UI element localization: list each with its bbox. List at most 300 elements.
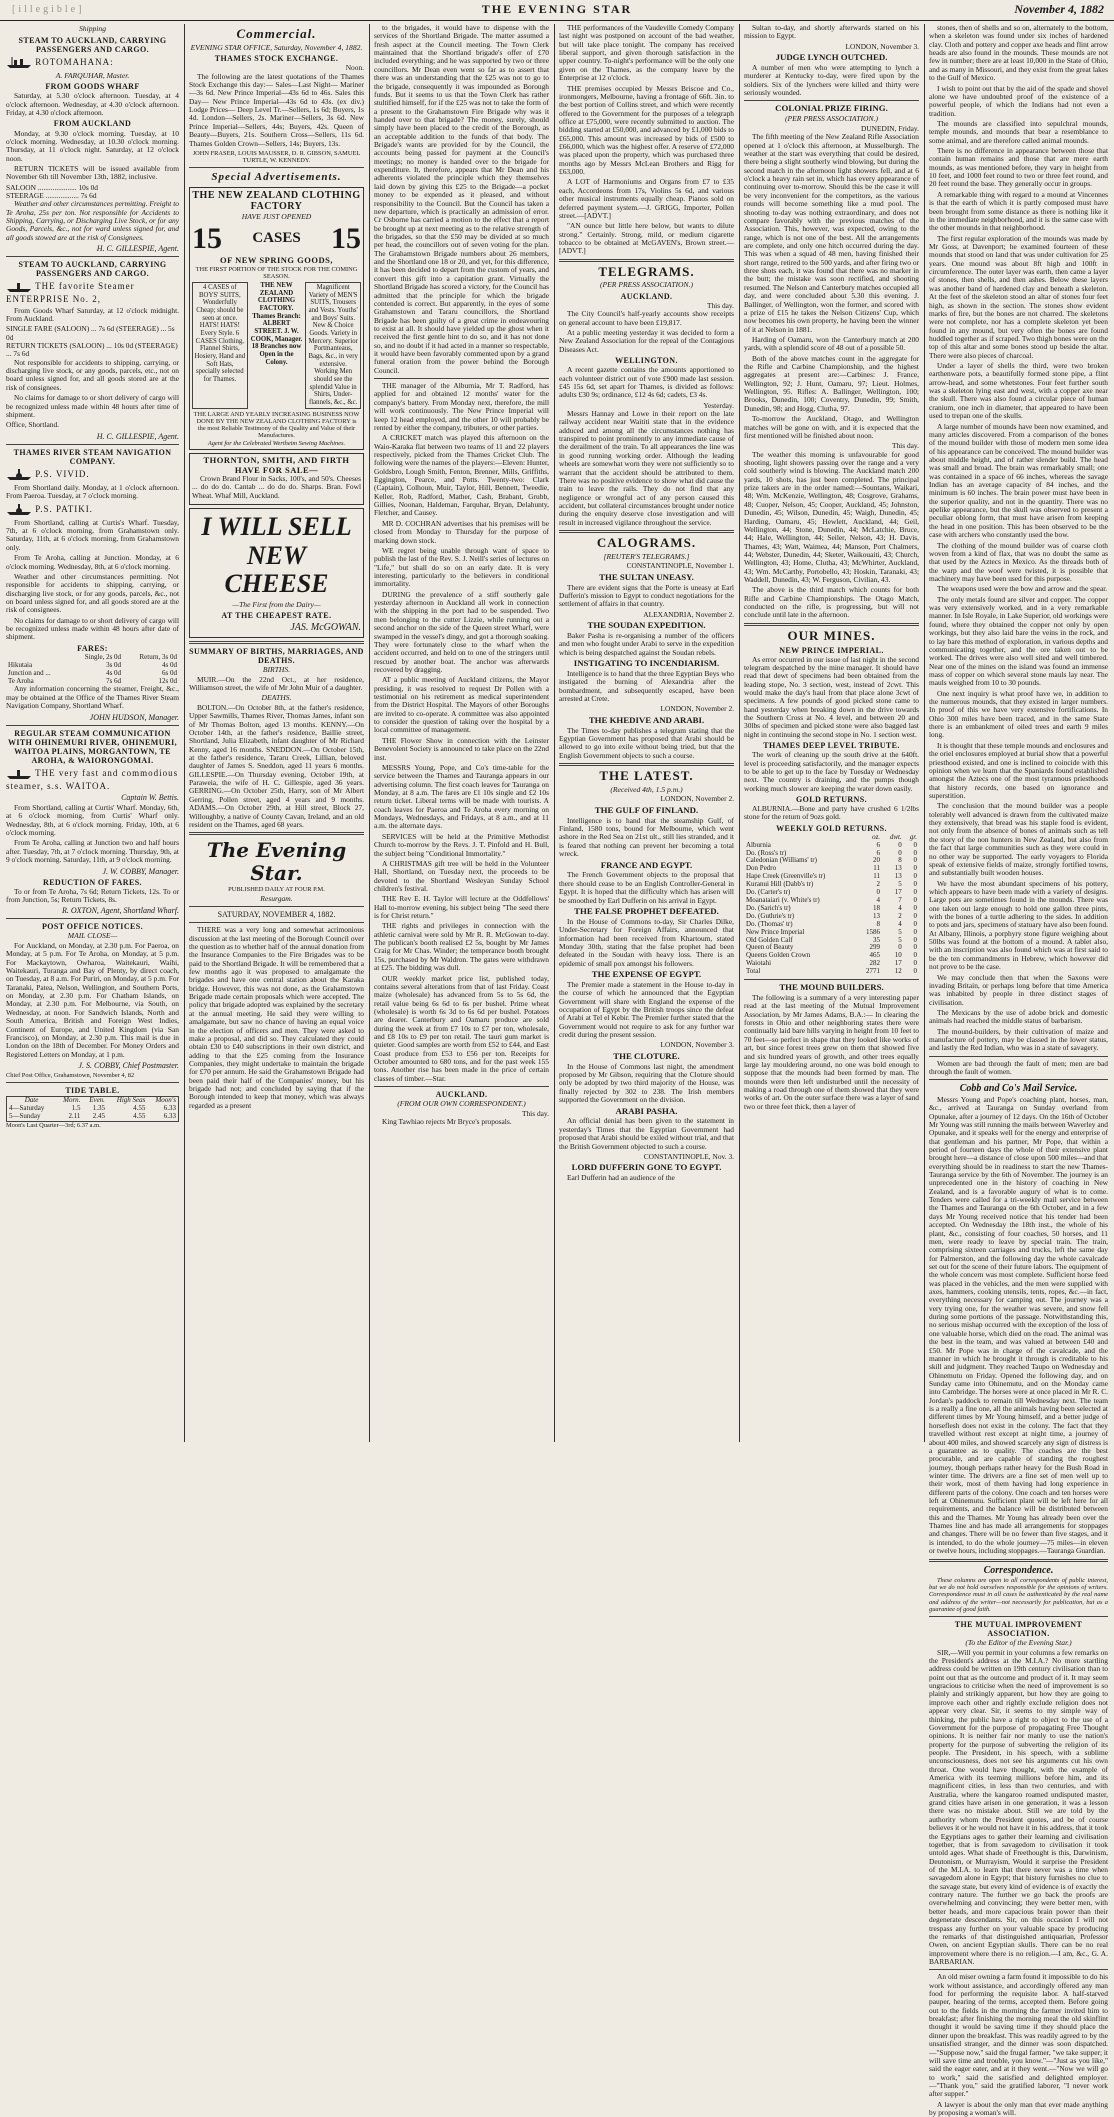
prize-firing-sub: (PER PRESS ASSOCIATION.) bbox=[784, 114, 878, 124]
ad-first-portion: THE FIRST PORTION OF THE STOCK FOR THE COMING SEASON. bbox=[195, 265, 358, 280]
cable-item: A number of men who were attempting to lynch a murderer at Kentucky to-day, were fired upon by the soldiers. Six of the lynchers were killed and thirty were seriously wounded. bbox=[744, 63, 919, 98]
table-cell: 0 bbox=[898, 848, 902, 857]
agent-signature: H. C. GILLESPIE, Agent. bbox=[96, 431, 179, 441]
aphorism: Women are bad through the fault of men; men are bad through the fault of women. bbox=[929, 1058, 1108, 1077]
table-cell: Hape Creek (Greenville's tr) bbox=[746, 872, 826, 881]
table-header-cell: High Seas bbox=[116, 1096, 146, 1105]
mine-text: The work of cleaning up the south drive at the 640ft. level is proceeding satisfactorily, and the manager expects to be able to get up to the face by Tuesday or Wednesday next. The country is draining, and the pumps though working much slower are keeping the water down easily. bbox=[744, 750, 919, 793]
table-cell: Total bbox=[746, 967, 761, 976]
table-header-cell: Date bbox=[24, 1096, 39, 1105]
table-cell: 4 bbox=[898, 903, 902, 912]
ship-name-rotomahana: ROTOMAHANA: bbox=[6, 56, 179, 70]
dateline: LONDON, November 2. bbox=[660, 794, 734, 804]
table-cell: 5 bbox=[898, 880, 902, 889]
news-item: DURING the prevalence of a stiff southerly gale yesterday afternoon in Auckland all work in connection with the shipping in the port had to be suspended. Two men belonging to the cutter Lizzie, while running out a second anchor on the side of the Queen street Wharf, were swamped in the vessel's dingy, and got a thorough soaking. They were fortunately close to the wharf when the accident occurred, and held on to one of the stringers until rescued by another boat. The anchor was afterwards recovered by dragging. bbox=[374, 589, 549, 674]
cable-item: The French Government objects to the proposal that there should cease to be an English Controller-General in Egypt. It is hoped that the difficulty which has arisen will be smoothed by Earl Dufferin on his arrival in Egypt. bbox=[559, 870, 734, 905]
mound-builders-text: stones, then of shells and so on, alternately to the bottom, when a skeleton was found under six inches of hardened clay. Cloth and pottery and copper axe heads and flint arrow heads are also found in the mounds. These mounds are not few in number; there are at least 10,000 in the State of Ohio, and as many in Missouri, and they exist from the great lakes to the Gulf of Mexico. bbox=[929, 23, 1108, 83]
table-cell: 0 bbox=[913, 967, 917, 976]
table-cell: 1.5 bbox=[71, 1104, 81, 1113]
notice-text: Weather and other circumstances permitting. Not responsible for accidents to shipping, carrying, or discharging live stock, or for any goods, parcels, &c., not on board unless signed for, and all goods stored are at the risk of consignees. bbox=[6, 571, 179, 615]
mound-builders-text: The conclusion that the mound builder was a people tolerably well advanced is drawn from the cultivated maize they extensively, that bread was his staple food is evident, not only from the absence of bones of animals such as tell the story of the non hunters in New Zealand, but also from the fact that large communities such as they were could in no other way be supported. The early voyagers to Florida speak of extensive fields of maize, strongly fortified towns, and substantially built wooden houses. bbox=[929, 801, 1108, 878]
table-cell: 4.55 bbox=[133, 1104, 146, 1113]
divider bbox=[374, 1086, 549, 1087]
ad-text: Crown Brand Flour in Sacks, 100's, and 50's. Cheeses ... do do do. Cantab ... do do do. Sharps. Bran. Fowl Wheat. Whaf Mill, Auckland. bbox=[192, 474, 361, 500]
column-4 bbox=[555, 24, 738, 1442]
cable-item: Sultan to-day, and shortly afterwards started on his mission to Egypt. bbox=[744, 23, 919, 41]
divider bbox=[929, 1969, 1108, 1970]
table-cell: Junction and ... bbox=[8, 668, 51, 677]
table-cell: 0 bbox=[913, 888, 917, 897]
prize-firing-head: COLONIAL PRIZE FIRING. bbox=[775, 103, 888, 114]
masthead-title: THE EVENING STAR bbox=[481, 2, 633, 16]
clothing-factory-ad bbox=[189, 187, 364, 450]
paddle-steamer-icon bbox=[6, 468, 32, 482]
ad-sub: HAVE JUST OPENED bbox=[241, 212, 312, 222]
table-cell: Queens Golden Crown bbox=[746, 951, 811, 960]
divider bbox=[374, 378, 549, 379]
cable-head: THE SULTAN UNEASY. bbox=[599, 571, 694, 582]
table-cell: Te Aroha bbox=[8, 676, 34, 685]
cable-head: JUDGE LYNCH OUTCHED. bbox=[775, 52, 888, 63]
cable-head: THE EXPENSE OF EGYPT. bbox=[591, 968, 702, 979]
table-cell: Waiotahi bbox=[746, 959, 772, 968]
divider bbox=[189, 167, 364, 168]
gold-return-row bbox=[744, 960, 919, 968]
prize-firing-text: The fifth meeting of the New Zealand Rifle Association opened at 1 o'clock this afternoon, at Musselburgh. The weather at the start was everything that could be desired, there being a slight southerly wind blowing, but during the second match in the afternoon light showers fell, and at 6 o'clock a heavy rain set in, which has every appearance of continuing over to-morrow. Should this be the case it will be very inconvenient for the competitors, as the various rounds will become something like a mud pool. The shooting to-day was nothing extraordinary, and does not compare favorably with the previous matches of the Association. This, however, was expected, owing to the range, which is not one of the best. All the arrangements are complete, and only one hitch occurred during the day. This was when a squad of 48 men, having finished their short range, retired to the 500 yards, and after firing two or three shots each, it was found that there was no marker in the butt; the mistake was soon rectified, and shooting resumed. The Nelson and Canterbury matches occupied all day, and were concluded about 5.30 this evening. J. Ballinger, of Wellington, won the former, and scored with a prize of £15 he takes the Nelson Citizens' Cup, which now becomes his own property, he having been the winner of it at Nelson in 1881. bbox=[744, 132, 919, 334]
table-cell: Do. (Guthrie's tr) bbox=[746, 911, 795, 920]
cable-item: Earl Dufferin had an audience of the bbox=[567, 1173, 675, 1183]
newspaper-title: The Evening Star. bbox=[206, 838, 347, 885]
steamship-icon bbox=[6, 56, 32, 70]
ad-left-panel: 4 CASES of BOYS' SUITS, Wonderfully Cheap; should be seen at once. HATS! HATS! Every Style. 6 CASES Clothing, Flannel Shirts, Hosiery, Hand and Soft Hats, specially selected for Thames. bbox=[192, 282, 248, 409]
post-office-location: Chief Post Office, Grahamstown, November 4, 82 bbox=[6, 1072, 135, 1080]
mound-builders-head: THE MOUND BUILDERS. bbox=[779, 982, 884, 993]
divider bbox=[744, 979, 919, 980]
dateline: DUNEDIN, Friday. bbox=[860, 123, 919, 133]
captain-name: Captain W. Bettis. bbox=[121, 792, 179, 802]
mine-text: As error occurred in our issue of last night in the second telegram despatched by the mine manager. It should have read that dewt of specimens had been obtained from the leading stope, No. 3 section, west, instead of 2cwt. This would make the day's haul from that place alone 3cwt of specimens. A few pounds of good picked stone came to hand yesterday when breaking down in the drive towards the Southern Cross at No. 4 level, and between 20 and 30lbs of specimen and picked stone were also bagged last night in continuing the second stope in No. 1 section west. bbox=[744, 654, 919, 739]
table-cell: Old Golden Calf bbox=[746, 935, 793, 944]
fare-return: RETURN TICKETS (SALOON) ... 10s 0d (STEERAGE) ... 7s 6d bbox=[6, 341, 178, 359]
masthead-left: [illegible] bbox=[12, 4, 85, 15]
mound-builders-text: The only metals found are silver and copper. The copper was very extensively worked, and in a very remarkable manner. In Isle Royale, in Lake Superior, old workings were found, where they obtained the copper not only by open workings, but they also laid bare the veins in the rock, and to lay bare this method of exploration, in various depths and communicating together, and the ore taken out to be worked. The drives were also well sited and well timbered. Near one of the mines on the island was found an immense mass of copper on which several stone mauls lay near. The mauls weighed from 10 to 30 pounds. bbox=[929, 594, 1108, 688]
table-cell: 0 bbox=[913, 880, 917, 889]
table-cell: Kuranui Hill (Dabb's tr) bbox=[746, 880, 814, 889]
telegram-item: At a public meeting yesterday it was decided to form a New Zealand Association for the repeal of the Contagious Diseases Act. bbox=[559, 328, 734, 354]
cable-head: THE KHEDIVE AND ARABI. bbox=[588, 714, 705, 725]
telegrams-sub: (PER PRESS ASSOCIATION.) bbox=[599, 280, 693, 290]
mound-builders-text: There is no difference in appearance between those that contain human remains and those that are mere earth mounds, as was mentioned before, they vary in height from 10 feet, and 1000 feet round to two or three feet round, and 20 feet round the base. They generally occur in groups. bbox=[929, 146, 1108, 189]
column-3 bbox=[370, 24, 553, 1442]
sailing-times: From Te Aroha, calling at Junction two and half hours after. Tuesday, 7th, at 7 o'clock morning. Thursday, 9th, at 9 o'clock morning. Saturday, 11th, at 9 o'clock morning. bbox=[6, 838, 179, 865]
news-item: A CHRISTMAS gift tree will be held in the Volunteer Hall, Shortland, on Tuesday next, the proceeds to be devoted to the Shortland Wesleyan Sunday School children's festival. bbox=[374, 858, 549, 893]
case-count: 15 bbox=[330, 221, 361, 255]
notice-text: Any information concerning the steamer, Freight, &c., may be obtained at the Office of the Thames River Steam Navigation Company, Shortland Wharf. bbox=[6, 684, 179, 711]
cable-head: INSTIGATING TO INCENDIARISM. bbox=[573, 658, 720, 669]
mound-builders-text: A large number of mounds have been now examined, and many articles discovered. From a comparison of the bones of the mound builder with those of modern men some idea of his appearance can be conceived. The mound builder was about middle height, and of rather slender build. The head was small and broad. The brain was remarkably small; one was contained in a space of 66 inches, whereas the savage Indian has an average capacity of 84 inches, and the minimum is 60 inches. The brain power must have been in the superior quality, and not in the quantity. There was no apelike appearance, but the skull was observed to present a peculiar oblong form, that must have arisen from keeping the head in one position. This has been observed to be the case with archers who constantly used the bow. bbox=[929, 421, 1108, 540]
table-cell: 0 bbox=[913, 959, 917, 968]
cheese-ad bbox=[189, 508, 364, 638]
table-cell: 20 bbox=[873, 856, 881, 865]
agent-signature: H. C. GILLESPIE, Agent. bbox=[96, 244, 179, 254]
sailing-times: From Shortland, calling at Curtis' Wharf. Monday, 6th, at 6 o'clock morning, from Curtis' Wharf only. Wednesday, 8th, at 6 o'clock morning. Friday, 10th, at 6 o'clock morning. bbox=[6, 803, 179, 838]
divider bbox=[929, 1079, 1108, 1080]
table-header-cell: gr. bbox=[909, 832, 917, 841]
cable-item: There are evident signs that the Porte is uneasy at Earl Dufferin's mission to Egypt to conduct negotiations for the settlement of affairs in that country. bbox=[559, 582, 734, 609]
mine-subhead: GOLD RETURNS. bbox=[796, 794, 867, 804]
commercial-sub: EVENING STAR OFFICE, Saturday, November 4, 1882. bbox=[190, 42, 363, 52]
table-cell: 4s 0d bbox=[106, 668, 122, 677]
commercial-head: Commercial. bbox=[236, 26, 317, 41]
table-cell: 0 bbox=[913, 927, 917, 936]
divider bbox=[189, 641, 364, 644]
table-cell: 5 bbox=[898, 927, 902, 936]
table-cell: 1.35 bbox=[92, 1104, 105, 1113]
news-item: THE Flower Show in connection with the Leinster Benevolent Society is announced to take place on the 22nd inst. bbox=[374, 735, 549, 762]
table-cell: 0 bbox=[876, 888, 881, 897]
cable-item: Intelligence is to hand that the steamship Gulf, of Finland, 1580 tons, bound for Melbourne, which went ashore in the Red Sea on 21st ult., still lies stranded, and it is feared that nothing can prevent her becoming a total wreck. bbox=[559, 815, 734, 859]
prize-firing-text: Both of the above matches count in the aggregate for the Rifle and Carbine Championship, and the highest aggregates at present are:—Carbines: J. France, Wellington, 92; J. Hunt, Oamaru, 97; Lieut. Holmes, Wellington, 95. Rifles: A. Ballinger, Wellington, 100; Brooks, Dunedin, 100; Coventry, Dunedin, 99; Smith, Dunedin, 98; and Hogg, Clutha, 97. bbox=[744, 353, 919, 413]
office-label: Office, Shortland. bbox=[6, 420, 60, 430]
table-cell: 465 bbox=[869, 951, 881, 960]
auckland-sub: (FROM OUR OWN CORRESPONDENT.) bbox=[397, 1099, 526, 1109]
agent-signature: R. OXTON, Agent, Shortland Wharf. bbox=[61, 906, 179, 916]
column-1 bbox=[2, 24, 183, 1442]
exchange-members: JOHN FRASER, LOUIS MAUSSER, D. R. GIBSON, SAMUEL TURTLE, W. KENNEDY. bbox=[192, 149, 361, 165]
table-cell: 0 bbox=[913, 935, 917, 944]
divider bbox=[929, 1056, 1108, 1057]
place-head: WELLINGTON. bbox=[615, 356, 678, 366]
ad-title: THE NEW ZEALAND CLOTHING FACTORY bbox=[192, 189, 361, 213]
anecdote: An old miser owning a farm found it impossible to do his work without assistance, and accordingly offered any man food for performing the requisite labor. A half-starved pauper, hearing of the terms, accepted them. Before going out to the fields in the morning the farmer invited him to breakfast; after finishing the morning meal the old skinflint thought it would be saving time if they should place the dinner upon the breakfast. This was readily agreed to by the unsatisfied stranger, and the dinner was soon dispatched.—"Suppose now," said the frugal farmer, "we take supper; it will save time and trouble, you know."—"Just as you like," said the eager eater, and at it they went.—"Now we will go to work," said the satisfied and delighted employer.—"Thank you," said the gratified laborer, "I never work after supper." bbox=[929, 1972, 1108, 2099]
reduction-head: REDUCTION OF FARES. bbox=[43, 877, 142, 887]
table-header-cell: Moon's bbox=[155, 1096, 176, 1105]
cobb-head: Cobb and Co's Mail Service. bbox=[959, 1083, 1078, 1095]
mound-builders-text: We have the most abundant specimens of his pottery, which appears to have been made with a variety of designs. Large pots are sometimes found in the mounds. There was one taken out large enough to hold one gallon three pints, with the bones of a turtle adhering to the sides. In addition to pots and jars, specimens of statuary have also been found. At Albany, Illinois, a porphyry stone figure weighing about 50lbs was found at the bottom of a mound. A tablet also, with an inscription was also found which was at first said to be the ten commandments in Hebrew, which however did not prove to be the case. bbox=[929, 878, 1108, 972]
telegram-item: A recent gazette contains the amounts apportioned to each volunteer district out of vote £900 made last session. £45 15s 6d, set apart for Thames, is divided as follows: adults £30 9s; ordinance, £12 4s 6d; cadets, £3 4s. bbox=[559, 365, 734, 400]
table-cell: 0 bbox=[913, 840, 917, 849]
postmaster-signature: J. S. COBBY, Chief Postmaster. bbox=[78, 1060, 179, 1070]
mound-builders-text: The Mexicans by the use of adobe brick and domestic animals had reached the middle status of barbarism. bbox=[929, 1007, 1108, 1026]
mine-subhead: NEW PRINCE IMPERIAL. bbox=[779, 645, 884, 655]
news-item: THE rights and privileges in connection with the athletic carnival were sold by Mr R. R. McGowan to-day. The publican's booth realised £2 5s, bought by Mr James Craig for Mr Chas. Winder; the temperance booth brought 15s, purchased by Mr Waldron. The gates were withdrawn at £25. The bidding was dull. bbox=[374, 921, 549, 973]
telegram-item: The City Council's half-yearly accounts show receipts on general account to have been £19,817. bbox=[559, 309, 734, 327]
correspondence-head: Correspondence. bbox=[983, 1564, 1054, 1576]
divider bbox=[6, 725, 179, 726]
this-day: This day. bbox=[891, 441, 919, 451]
table-cell: Do. (Sarich's tr) bbox=[746, 903, 791, 912]
table-cell: 6 bbox=[876, 840, 881, 849]
publication-note: PUBLISHED DAILY AT FOUR P.M. bbox=[228, 886, 325, 894]
mia-to: (To the Editor of the Evening Star.) bbox=[965, 1638, 1072, 1648]
post-office-head: POST OFFICE NOTICES. bbox=[42, 922, 143, 932]
table-cell: 8 bbox=[876, 919, 881, 928]
table-cell: 282 bbox=[869, 959, 881, 968]
ship-name-waitoa: THE very fast and commodious steamer, s.s. WAITOA. bbox=[6, 767, 179, 791]
from-label: FROM GOODS WHARF bbox=[45, 82, 140, 92]
news-item: WE regret being unable through want of space to publish the last of the Rev. S. J. Neill's series of lectures on "Life," but shall do so on an early date. It is very interesting, particularly to the believers in conditional immortality. bbox=[374, 545, 549, 589]
masthead bbox=[0, 0, 1114, 21]
telegram-item: Messrs Hannay and Lowe in their report on the late railway accident near Waititi state that in the evidence adduced and among all the circumstances nothing has transpired to point prominently to any immediate cause of the derailment of the train. To all appearances the line was in good running working order. Although the leading wheels are somewhat worn they were not sufficiently so to warrant that the accident should be attributed to them. There was no positive evidence to show what did cause the train to leave the rails. They do not find that any negligence or wrongful act of any person caused this accident, but collateral circumstances brought under notice during the enquiry deserve close investigation and will result in increased vigilance throughout the service. bbox=[559, 408, 734, 527]
advertisement-item: A LOT of Harmoniums and Organs from £7 to £35 each, Accordeons from 17s, Violins 5s 6d, and various other musical instruments equally cheap. Pianos sold on deferred payment system.—J. GRIGG, Importer, Pollen street.—[ADVT.] bbox=[559, 177, 734, 220]
table-cell: 6 bbox=[876, 848, 881, 857]
cable-item: Baker Pasha is re-organising a number of the officers and men who fought under Arabi to serve in the expedition which is being despatched against the Soudan rebels. bbox=[559, 630, 734, 657]
ship-name-vivid: P.S. VIVID. bbox=[6, 468, 179, 482]
dateline: LONDON, November 3. bbox=[660, 1040, 734, 1050]
table-cell: 0 bbox=[913, 951, 917, 960]
divider bbox=[559, 530, 734, 533]
table-cell: Don Pedro bbox=[746, 864, 777, 873]
table-header-cell: dwt. bbox=[889, 832, 902, 841]
news-item: OUR weekly market price list, published today, contains several alterations from that of last Friday. Coast maize (wholesale) has advanced from 5s to 5s 6d, the retail value being 6s 6d to 6s per bushel. Prime wheat (wholesale) is worth 6s 3d to 6s 6d per bushel. Potatoes are dearer. Canterbury and Oamaru produce are sold during the week at from £7 10s to £7 per ton, wholesale, and £8 10s to £9 per ton retail. The tauri gum market is quieter. Good samples are worth from £52 to £44, and East Coast produce from £53 to £56 per ton. Receipts for October amounted to 680 tons, and for the past week 155 tons. Another rise has been made in the price of certain classes of timber.—Star. bbox=[374, 973, 549, 1083]
table-cell: 13 bbox=[894, 864, 902, 873]
masthead-date: November 4, 1882 bbox=[1014, 2, 1104, 16]
editorial-continued: to the brigades, it would have to dispense with the services of the Shortland Brigade. The matter assumed a fresh aspect at the Council meeting. The Town Clerk maintained that the Shortland brigade's offer of £70 included everything; and he was supported by two or three councillors. Mr Dean even went so far as to assert that there was an understanding that the £25 was not to go to the brigade, consequently it was impounded as Borough funds. But it seems to us that the Town Clerk has rather stultified himself, for if the £25 was not to take the form of a present to the Grahamstown Fire Brigade why was it handed over to that brigade? The money, surely, should simply have been placed to the credit of the Borough, as an acceptable addition to the funds of that body. The Brigade's wants are provided for by the Council, the accounts being passed for payment at the Council's meetings; no money is handed over to the brigade for expenditure. It, therefore, appears that Mr Dean and his adherents violated the principle which they themselves laid down by giving this £25 to the Brigade—a pocket money to be expended as it pleased, and without responsibility to the Council. But the Council has taken a new departure, which is practically an admission of error. Cr Osborne has carried a motion to the effect that a report be brought up at next meeting as to the relative strength of the brigades, so that the £50 may be divided at so much per head, the councillors out of seven voting for the plan. The Grahamstown Brigade numbers about 26 members, and the Shortland one 18 or 20, and yet, for this difference, it has been decided to depart from the custom of years, and convert this gift into a capitation grant. Virtually the Shortland Brigade has scored a victory, for the Council has admitted that the principle for which the brigade contended is correct. But apparently, in the eyes of some Grahamstown and Tararu councillors, the Shortland Brigade has been guilty of a great crime in endeavouring to exist at all. It should have yielded up the ghost when it received the first gentle hint to do so, and it has not done so, and no doubt if it had acted in a manner so respectable, it would have been favorably commented upon by a grand funeral oration from the power behind the Borough Council. bbox=[374, 23, 549, 375]
divider bbox=[559, 763, 734, 766]
gold-total-row bbox=[744, 968, 919, 976]
cable-head: THE SOUDAN EXPEDITION. bbox=[587, 620, 706, 631]
auckland-head: AUCKLAND. bbox=[435, 1090, 488, 1100]
shipping-head-4: REGULAR STEAM COMMUNICATION WITH OHINEMURI RIVER, OHINEMURI, WAITOA PLAINS, MORGANTOWN, TE AROHA, & WAIORONGOMAI. bbox=[7, 728, 178, 765]
cable-item: In the House of Commons last night, the amendment proposed by Mr Gibson, requiring that the Cloture should only be adopted by two third majority of the House, was finally rejected by 302 to 238. The Irish members supported the Government on the division. bbox=[559, 1061, 734, 1105]
weekly-gold-head: WEEKLY GOLD RETURNS. bbox=[776, 823, 887, 833]
mound-builders-text: The mound-builders, by their cultivation of maize and manufacture of pottery, may be classed in the lower status, and lastly the Red Indian, who was in a state of savagery. bbox=[929, 1026, 1108, 1053]
mound-builders-text: A remarkable thing with regard to a mound at Vincennes is that the earth of which it is partly composed must have been brought from some distance as there is nothing like it in the immediate neighborhood, and it is the same case with the other mounds in that neighborhood. bbox=[929, 189, 1108, 233]
table-cell: Do. (Thomas' tr) bbox=[746, 919, 793, 928]
mound-builders-text: It is thought that these temple mounds and enclosures and the oriel enclosures employed at burial show that a powerful priesthood existed, and one is inclined to coincide with this opinion when we learn that the Spaniards found established amongst the Aztecs one of the most tyrannous priesthoods that history records, one based on ignorance and superstition. bbox=[929, 740, 1108, 800]
cable-head: THE GULF OF FINLAND. bbox=[594, 804, 699, 815]
table-cell: 4 bbox=[898, 919, 902, 928]
manager-signature: JOHN HUDSON, Manager. bbox=[89, 712, 179, 722]
column-6 bbox=[925, 23, 1112, 2117]
place-head: AUCKLAND. bbox=[620, 291, 673, 301]
fare-saloon: SALOON ..................... 10s 0d bbox=[6, 182, 98, 192]
table-cell: 13 bbox=[894, 872, 902, 881]
divider bbox=[929, 1559, 1108, 1562]
news-item: King Tawhiao rejects Mr Bryce's proposals. bbox=[382, 1117, 512, 1127]
cable-head: THE CLOTURE. bbox=[613, 1050, 680, 1061]
table-cell: 4 bbox=[876, 895, 881, 904]
prize-firing-text: Harding of Oamaru, won the Canterbury match at 200 yards, with a splendid score of 48 out of a possible 50. bbox=[744, 334, 919, 353]
cases-word: CASES bbox=[252, 230, 301, 247]
table-cell: 0 bbox=[913, 856, 917, 865]
ad-grid bbox=[192, 282, 361, 409]
sailing-times: From Goods Wharf Saturday, at 12 o'clock midnight. From Auckland. bbox=[6, 305, 179, 323]
news-item: MR D. COCHRAN advertises that his premises will be closed from Monday to Thursday for the purpose of marking down stock. bbox=[374, 518, 549, 545]
post-office-text: For Auckland, on Monday, at 2.30 p.m. For Paeroa, on Monday, at 5 p.m. For Te Aroha, on Monday, at 5 p.m. For Mackaytown, Owharoa, Waitekauri, Waihi, Waitekauri, Turanga and Bay of Plenty, by direct coach, on Tuesday, at 8 a.m. For Puriri, on Monday, at 5 p.m. For Taranaki, Patea, Nelson, Wellington, and Southern Ports, on Monday, at 2.30 p.m. For Chatham Islands, on Monday, at 2.30 p.m. For Melbourne, via South, on Wednesday, at noon. For Sandwich Islands, North and South America, British and Foreign West Indies, Continent of Europe, and United Kingdom (via San Francisco), on Monday, at 2.30 p.m. This mail is due in London on the 18th of December. For Money Orders and Registered Letters on Monday, at 1 p.m. bbox=[6, 940, 179, 1059]
sailing-times: From Shortland daily. Monday, at 1 o'clock afternoon. From Paeroa. Tuesday, at 7 o'clock morning. bbox=[6, 482, 179, 501]
dateline: CONSTANTINOPLE, Nov. 3. bbox=[643, 1151, 734, 1161]
table-cell: 8 bbox=[898, 856, 902, 865]
births-text: MUIR.—On the 22nd Oct., at her residence, Williamson street, the wife of Mr John Muir of a daughter. bbox=[189, 674, 364, 692]
table-cell: 0 bbox=[913, 848, 917, 857]
dateline: ALEXANDRIA, November 2. bbox=[643, 609, 734, 619]
table-cell: 0 bbox=[913, 864, 917, 873]
news-item: THE Rev E. H. Taylor will lecture at the Oddfellows' Hall to-morrow evening, his subject being "The seed there is for Christ return." bbox=[374, 894, 549, 921]
table-cell: Caledonian (Williams' tr) bbox=[746, 856, 817, 865]
births-head: BIRTHS. bbox=[262, 664, 291, 674]
ad-right-panel: Magnificent Variety of MEN'S SUITS, Trousers and Vests. Youths' and Boys' Suits. New & Choice Goods. Variety in Mercery. Superior Portmanteaus, Bags, &c., in very extensive. Working Men should see the splendid Value in Shirts, Under-flannels, &c., &c. bbox=[305, 282, 361, 409]
editorial-date: SATURDAY, NOVEMBER 4, 1882. bbox=[217, 910, 336, 920]
divider bbox=[6, 256, 179, 257]
notice-text: Not responsible for accidents to shipping, carrying, or discharging live stock, or any goods, parcels, etc., not on board unless signed for, and all goods stored are at the risk of consignees. bbox=[6, 357, 179, 392]
cheese-ad-sub: —The First from the Dairy— bbox=[232, 599, 321, 609]
table-cell: 6s 0d bbox=[162, 668, 177, 677]
table-cell: Do. (Ross's tr) bbox=[746, 848, 787, 857]
news-item: SERVICES will be held at the Primitive Methodist Church to-morrow by the Revs. J. T. Pinfold and H. Bull, the subject being "Conditional Immortality." bbox=[374, 831, 549, 858]
manager-signature: J. W. COBBY, Manager. bbox=[102, 866, 179, 876]
news-item: THE manager of the Alburnia, Mr T. Radford, has applied for and obtained 12 months' water for the company's battery. From Monday next, therefore, the mill will work continuously. The New Prince Imperial will keep 12 head employed, and the other 10 will probably be rented by either the company, tributers, or other parties. bbox=[374, 381, 549, 432]
cable-head: FRANCE AND EGYPT. bbox=[600, 859, 693, 870]
weather-notice: Weather and other circumstances permitting. Freight to Te Aroha, 25s per ton. Not responsible for Accidents to Shipping, Carrying, or Discharging Live Stock, or for any Goods, Parcels, &c., not for ward unless signed for, and all goods stowed are at the risk of Consignees. bbox=[6, 199, 179, 242]
bmd-head: SUMMARY OF BIRTHS, MARRIAGES, AND DEATHS. bbox=[189, 646, 364, 665]
table-cell: 0 bbox=[913, 872, 917, 881]
notice-text: No claims for damage to or short delivery of cargo will be recognized unless made within 48 hours after time of shipment. bbox=[6, 393, 179, 419]
cable-item: Intelligence is to hand that the three Egyptian Beys who instigated the burning of Alexandria after the bombardment, and subsequently escaped, have been arrested at Crete. bbox=[559, 668, 734, 704]
editorial-text: THERE was a very long and somewhat acrimonious discussion at the last meeting of the Borough Council over the question as to whether half of the annual donation from the Insurance Companies to the Fire Brigades was to be paid to the Shortland Brigade. It will be remembered that a few months ago it was proposed to amalgamate the brigades and have one central station about the Karaka bridge. However, this was not done, as the Grahamstown Brigade made certain proposals which were accepted. The policy that brigade adopted was explained by the secretary at the annual meeting. He said they were willing to amalgamate, but saw no chance of having an equal voice in the election of officers and men. They were asked to make a proposal, and did so. They calculated they could obtain £30 to £40 subscriptions in their own district, and adding to that the £25 coming from the Insurance Companies, they might undertake to maintain the brigade for £70 per annum. He said the Grahamstown Brigade had been paid their half of the Companies' money, but his brigade had not; and concluded by saying that if the Borough intended to keep that money, which was always regarded as a present bbox=[189, 925, 364, 1110]
ship-name-patiki: P.S. PATIKI. bbox=[6, 503, 179, 517]
cable-item: In the House of Commons to-day, Sir Charles Dilke, Under-Secretary for Foreign Affairs, announced that information had been received from Khartoum, stated Monday 30th, stating that the false prophet had been defeated in the Soudan with heavy loss. There is an epidemic of small pox amongst his followers. bbox=[559, 916, 734, 968]
tide-row bbox=[7, 1113, 179, 1121]
divider bbox=[189, 832, 364, 835]
ad-new-goods: OF NEW SPRING GOODS, bbox=[220, 254, 333, 265]
flour-ad bbox=[189, 453, 364, 505]
table-cell: 4.55 bbox=[133, 1112, 146, 1121]
column-2 bbox=[185, 24, 368, 1442]
tide-table bbox=[6, 1096, 179, 1122]
stock-quotations: The following are the latest quotations of the Thames Stock Exchange this day:— Sales—Last Night— Mariner—3s 6d. New Prince Imperial—43s 6d to 46s. Sales this Day— New Prince Imperial—43s 6d to 43s. (ex div.) Lodge Prices— Deep Level Tr.—Sellers, 1s 6d; Buyers, 1s 4d. London—Sellers, 2s. Mariner—Sellers, 3s 6d. New Prince Imperial—Sellers, 44s; Buyers, 42s. Queen of Beauty—Buyers, 21s. Southern Cross—Sellers, 11s 6d. Thames Golden Crown—Sellers, 14s; Buyers, 13s. bbox=[189, 71, 364, 148]
noon-label: Noon. bbox=[345, 63, 364, 73]
prize-firing-text: To-morrow the Auckland, Otago, and Wellington matches will be gone on with, and it is expected that the first mentioned will be finished about noon. bbox=[744, 414, 919, 440]
cable-item: The Premier made a statement in the House to-day in the course of which he announced that the Egyptian Government will share with England the expense of the occupation of Egypt by the British troops since the defeat of Arabi at Tel el Kebir. The Premier further stated that the Government would not require to ask for any further war credit during the present session. bbox=[559, 979, 734, 1040]
mound-builders-text: Under a layer of shells the third, were two broken earthenware pots, a beautifully formed stone pipe, a flint arrow-head, and some whetstones. Four feet further south was a skeleton lying east and west, with a copper axe near the skull. There was also found a circular piece of human cranium, one inch in diameter, that appeared to have been used to trepan one of the skulls. bbox=[929, 361, 1108, 421]
this-day: This day. bbox=[706, 301, 734, 310]
steamship-icon bbox=[6, 280, 32, 294]
shipping-head-3: THAMES RIVER STEAM NAVIGATION COMPANY. bbox=[13, 447, 172, 466]
special-ads-head: Special Advertisements. bbox=[211, 171, 342, 184]
sailing-times: Monday, at 9.30 o'clock morning. Tuesday, at 10 o'clock morning. Wednesday, at 10.30 o'clock morning. Thursday, at 11 o'clock night. Saturday, at 12 o'clock noon. bbox=[6, 128, 179, 163]
ship-name-enterprise: THE favorite Steamer ENTERPRISE No. 2, bbox=[6, 281, 135, 305]
dateline: LONDON, November 3. bbox=[845, 41, 919, 51]
table-cell: 35 bbox=[873, 935, 881, 944]
table-cell: 2771 bbox=[866, 967, 881, 976]
table-cell: 0 bbox=[913, 919, 917, 928]
mound-builders-text: The following is a summary of a very interesting paper read at the last meeting of the Mutual Improvement Association, by Mr James Adams, B.A.:— In clearing the forests in Ohio and other neighboring states there were continually laid bare hills varying in height from 10 feet to 70 feet—so perfect in shape that they looked like works of art, but since forest trees grew on them that showed five and six hundred years of growth, and other trees equally large lay mouldering around, no one was bold enough to suppose that the mounds had been formed by man. The mounds were then left undisturbed until the necessity of making a road through one of them showed that they were works of art. On the outer surface there was a layer of sand two or three feet thick, then a layer of bbox=[744, 992, 919, 1111]
our-mines-head: OUR MINES. bbox=[787, 627, 876, 643]
table-cell: 4—Saturday bbox=[9, 1104, 45, 1113]
stock-exchange-head: THAMES STOCK EXCHANGE. bbox=[214, 54, 339, 64]
table-cell: 0 bbox=[913, 895, 917, 904]
table-cell: 3s 0d bbox=[106, 660, 122, 669]
return-tickets-text: RETURN TICKETS will be issued available from November 6th till November 13th, 1882, inclusive. bbox=[6, 163, 179, 182]
table-cell: 11 bbox=[873, 864, 881, 873]
notice-text: To or from Te Aroha, 7s 6d; Return Tickets, 12s. To or from Junction, 5s; Return Tickets, 8s. bbox=[6, 886, 179, 904]
prize-firing-text: The above is the third match which counts for both Rifle and Carbine Championships. The Otago Match, conducted on the rifle, is progressing, but will not conclude until late in the afternoon. bbox=[744, 585, 919, 620]
table-cell: 10 bbox=[894, 951, 902, 960]
dateline: CONSTANTINOPLE, November 1. bbox=[626, 561, 734, 571]
table-header-cell: oz. bbox=[872, 832, 881, 841]
tide-table-head: TIDE TABLE. bbox=[65, 1086, 120, 1096]
divider bbox=[744, 100, 919, 101]
fares-table bbox=[6, 654, 179, 686]
divider bbox=[189, 922, 364, 923]
ad-footer: THE LARGE AND YEARLY INCREASING BUSINESS NOW DONE BY THE NEW ZEALAND CLOTHING FACTORY is the most Reliable Testimony of the Quality and Value of their Manufactures. bbox=[193, 410, 360, 440]
shipping-label: Shipping bbox=[78, 24, 106, 33]
table-cell: 17 bbox=[894, 888, 902, 897]
divider bbox=[744, 623, 919, 626]
table-cell: 1586 bbox=[866, 927, 881, 936]
mound-builders-text: The weapons used were the bow and arrow and the spear. bbox=[937, 584, 1108, 594]
correspondence-note: These columns are open to all correspondents of public interest, but we do not hold ourselves responsible for the opinions of writers. Correspondence must in all cases be authenticated by the real name and address of the writer—not necessarily for publication, but as a guarantee of good faith. bbox=[929, 1576, 1108, 1613]
master-name: A. FARQUHAR, Master. bbox=[55, 70, 130, 80]
ad-title: THORNTON, SMITH, AND FIRTH HAVE FOR SALE— bbox=[203, 454, 350, 475]
ad-agent: Agent for the Celebrated Wertheim Sewing Machines. bbox=[207, 439, 346, 447]
mound-builders-text: The clothing of the mound builder was of coarse cloth woven from a kind of flax, that was no doubt the same as that used by the Aztecs in Mexico. As the threads both of the warp and the woof were twisted, it is possible that machinery may have been used for this purpose. bbox=[929, 540, 1108, 583]
notice-text: No claims for damage to or short delivery of cargo will be recognized unless made within 48 hours after date of shipment. bbox=[6, 615, 179, 642]
divider bbox=[6, 1082, 179, 1083]
mound-builders-text: We may conclude then that when the Saxons were invading Britain, or perhaps long before that time America was inhabited by people in three distinct stages of civilisation. bbox=[929, 972, 1108, 1007]
table-cell: 0 bbox=[913, 911, 917, 920]
table-cell: Return, 3s 0d bbox=[139, 652, 177, 661]
table-header-cell: Morn. bbox=[63, 1096, 81, 1105]
calograms-sub: [REUTER'S TELEGRAMS.] bbox=[603, 551, 690, 561]
table-header-cell: Even. bbox=[89, 1096, 105, 1105]
latest-head: THE LATEST. bbox=[599, 768, 694, 784]
table-cell: 299 bbox=[869, 943, 881, 952]
table-cell: New Prince Imperial bbox=[746, 927, 805, 936]
news-item: A CRICKET match was played this afternoon on the Waio-Karaka flat between two teams of 11 and 22 players respectively, picked from the Thames Cricket Club. The following were the names of the players:—Eleven: Hunter, Goldsbro, Lough Smith, Fenton, Brenner, Mills, Griffiths, Eggington, Pearce, and Potts. Twenty-two: Clark (Captain), Colhoun, Muir, Taylor, Hill, Bennett, Tweedie, Keller, Rob, Radford, Mather, Cash, Brabant, Grubb, Gillies, Noonan, Haldeman, Farquhar, Bryan, Delahunty, Fletcher, and Causey. bbox=[374, 433, 549, 518]
deaths-text: BOLTON.—On October 8th, at the father's residence, Upper Sawmills, Thames River, Thomas James, infant son of Mr Thomas Bolton, aged 13 months. KENNY.—On October 14th, at the father's residence, Baillie street, Shortland, Julia Elizabeth, infant daughter of Mr Richard Kenny, aged 16 months. SNEDDON.—On October 15th, at the father's residence, Tararu Creek, Lillian, beloved daughter of James S. Sneddon, aged 11 years 6 months. GILLESPIE.—On Thursday evening, October 19th, at Paraweia, the wife of H. C. Gillespie, aged 36 years. GERRING.—On October 25th, Harry, son of Mr Albert Gerring, Pollen street, aged 4 years and 9 months. ADAMS.—On October 29th, at Hill street, Block 27, Willoughby, a native of County Cavan, Ireland, and an old resident on the Thames, aged 68 years. bbox=[189, 702, 364, 829]
mine-subhead: THAMES DEEP LEVEL TRIBUTE. bbox=[763, 741, 900, 751]
table-cell: 5—Sunday bbox=[9, 1112, 41, 1121]
news-item: THE premises occupied by Messrs Briscoe and Co., ironmongers, Melbourne, having a frontage of 66ft. 3in. to the best portion of Collins street, and which were recently offered to the Government for the purposes of a telegraph office at £75,000, were recently submitted to auction. The bidding started at £50,000, and advanced by £1,000 bids to £65,000. This amount was increased by bids of £500 to £66,000, which was the highest offer. A reserve of £72,000 was placed upon the property, which was purchased three months ago by Messrs McLean Brothers and Rigg for £63,000. bbox=[559, 83, 734, 177]
table-cell: Hikutaia bbox=[8, 660, 33, 669]
table-cell: 7s 6d bbox=[106, 676, 122, 685]
this-day: This day. bbox=[521, 1108, 549, 1118]
sailing-times: From Shortland, calling at Curtis's Wharf. Tuesday, 7th, at 6 o'clock morning, from Grahamstown only. Saturday, 11th, at 6 o'clock morning, from Grahamstown only. bbox=[6, 517, 179, 552]
fare-single: SINGLE FARE (SALOON) ... 7s 6d (STEERAGE) ... 5s 0d bbox=[6, 324, 175, 342]
cheese-ad-signature: JAS. McGOWAN. bbox=[290, 621, 361, 633]
column-5 bbox=[740, 24, 923, 1442]
divider bbox=[189, 906, 364, 907]
table-cell: 18 bbox=[873, 903, 881, 912]
motto: Resurgam. bbox=[260, 893, 293, 903]
table-cell: 17 bbox=[894, 959, 902, 968]
divider bbox=[6, 444, 179, 445]
advertisement-item: "AN ounce but little here below, but wants to dilute strong." Certainly. Strong, mild, or medium cigarette tobacco to be obtained at McGAVEN's, Brown street.—[ADVT.] bbox=[559, 221, 734, 256]
fares-head: FARES: bbox=[77, 643, 108, 653]
table-cell: 2.11 bbox=[68, 1112, 81, 1121]
from-label: FROM AUCKLAND bbox=[53, 119, 132, 129]
table-cell: 2.45 bbox=[92, 1112, 105, 1121]
mound-builders-text: I wish to point out that by the aid of the spade and shovel alone we have undoubted proof of the existence of a powerful people, of which the Indians had not even a tradition. bbox=[929, 83, 1108, 118]
news-item: THE performances of the Vaudeville Comedy Company last night was postponed on account of the bad weather, but will take place tonight. The company has received liberal support, and given thorough satisfaction in the upper country. To-night's performance will be the only one given on the Thames, as the company leave by the Enterprise at 12 o'clock. bbox=[559, 23, 734, 83]
cases-banner bbox=[192, 221, 361, 255]
mia-letter: SIR,—Will you permit in your columns a few remarks on the President's address at the M.I.A.? No more startling address could be written on 19th century civilisation than to point out that as the outcome and product of it. It may seem ungracious to criticise when the need of improvement is so plainly and strikingly apparent, but how they are going to improve each other and rightly exclude religion does not appear very clear. Sir, it seems to my simple way of thinking, the public have a right to object to the use of a Government for the purpose of propagating Free Thought opinions. It is neither fair nor manly to use the nation's property for the purpose of subverting the religion of its people. The President, in his speech, with a sublime unconsciousness, does not see his arguments cut his own throat. One would have thought, with the example of America with its teeming millions before him, and its magnificent cities, in less than two centuries, and with Australia, where the kangaroo roamed undisputed master, grand cities have arisen in one generation, it was a lesson there was no mistake about. Still we are told by the authority whom the President quotes, and be of course believes it or he would not have it in his address, that it took the Egyptians ages to gather their learning and civilisation together, that is from savagedom to civilisation it took untold ages. What shade of Freethought is this, Darwinism, Deutonism, or Murrayism, Would it surprise the President of the M.I.A. to learn that there never was a time when savagedom alone in Egypt; that history furnishes no clue to the savage state, but every kind of evidence is of exactly the contrary nature. The further we go back the proofs are overwhelming and convincing; they were better men, with better heads, and more capacious brain power than their degenerate descendants. Sir, on this occasion I will not trespass any further on your valuable space by producing the remarks of that distinguished antiquarian, Professor Owen, on ancient Egyptian skulls. There can be no real improvement where there is no religion.—I am, &c., G. A. BARBARIAN. bbox=[929, 1647, 1108, 1966]
table-cell: 11 bbox=[873, 872, 881, 881]
table-cell: 6.33 bbox=[163, 1104, 176, 1113]
table-cell: Do. (Carter's tr) bbox=[746, 888, 791, 897]
prize-firing-text: The weather this morning is unfavourable for good shooting, light showers passing over the range and a very cold southerly wind is blowing. The Auckland match 200 yards, 10 shots, has just been completed. The principal prize takers are in the order named:—Sountans, Waikari, 48; Wm. McKenzie, Wellington, 48; Cosgrove, Grahams, 48; Cuoper, Nelson, 45; Cooper, Auckland, 45; Johnston, Dunedin, 45; Wilson, Dunedin, 45; Waigh, Dunedin, 45; Harding, Oamaru, 45; Hewlett, Auckland, 44; Geil, Wellington, 44; Stone, Dunedin, 44; McLatchie, Bruce, 44; Hale, Wellington, 44; Seiler, Nelson, 43; H. Davis, Thames, 43; Watt, Waimea, 44; Manson, Port Chalmers, 44; Webster, Dunedin, 44; Sketer, Waikouaiti, 43; Church, Wellington, 43; Home, Clutha, 43; McWhirter, Auckland, 43; Wm. McCarthy, Portobello, 43; Hoskin, Taranaki, 43; Waddell, Dunedin, 43; W. Ferguson, Civilian, 43. bbox=[744, 449, 919, 585]
dateline: LONDON, November 2. bbox=[660, 704, 734, 714]
mail-close-label: MAIL CLOSE— bbox=[67, 931, 118, 941]
table-cell: 12s 0d bbox=[158, 676, 177, 685]
table-cell: 0 bbox=[913, 903, 917, 912]
ad-center-panel: THE NEW ZEALAND CLOTHING FACTORY. Thames Branch: ALBERT STREET. J. W. COOK, Manager. 18 Branches now Open in the Colony. bbox=[250, 282, 303, 366]
table-cell: Alburnia bbox=[746, 840, 771, 849]
cheese-ad-headline: I WILL SELL NEW CHEESE bbox=[201, 512, 352, 599]
mound-builders-text: One next inquiry is what proof have we, in addition to the numerous mounds, that they existed in larger numbers. In proof of this we have very extensive fortifications. In Ohio 300 miles have been traced, and in the same State there is an embankment of oiled trees and earth 9 miles long. bbox=[929, 688, 1108, 740]
